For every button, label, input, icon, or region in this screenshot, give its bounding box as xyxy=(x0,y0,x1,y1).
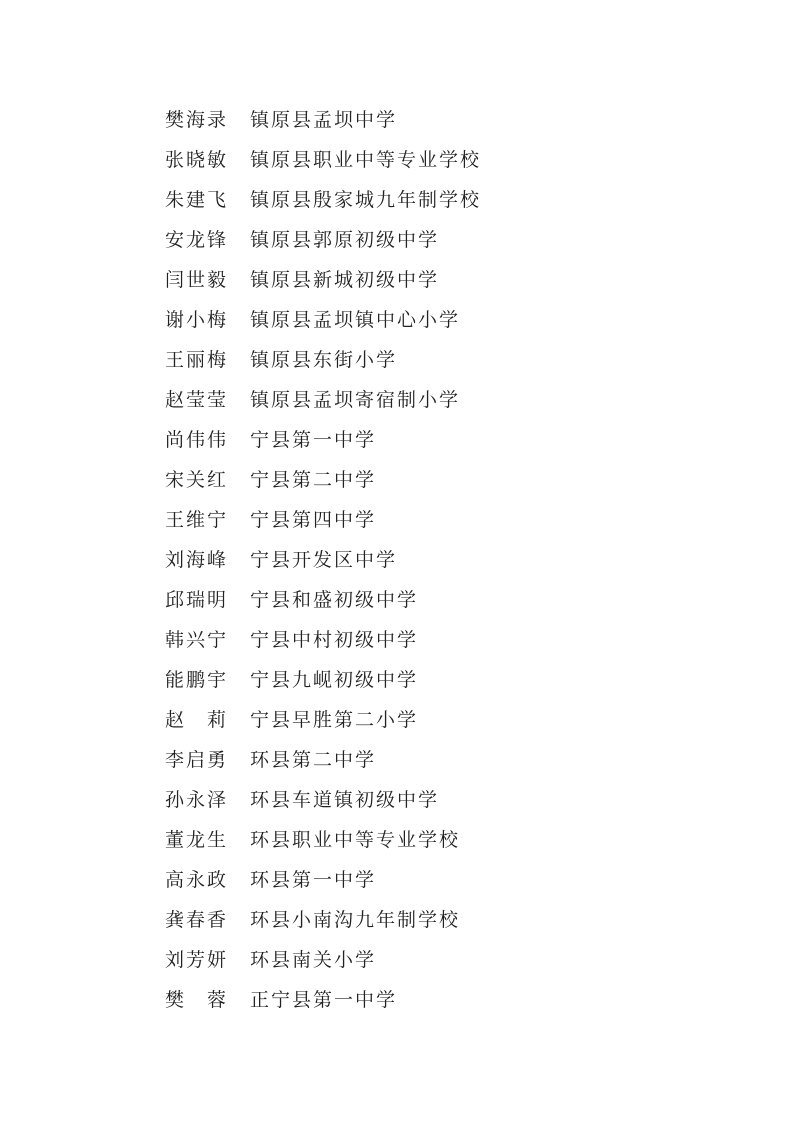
school-name: 宁县开发区中学 xyxy=(250,549,398,571)
list-item xyxy=(165,820,765,860)
list-item xyxy=(165,660,765,700)
person-name: 赵莹莹 xyxy=(165,389,229,411)
list-item xyxy=(165,140,765,180)
school-name: 环县车道镇初级中学 xyxy=(250,789,440,811)
school-name: 环县职业中等专业学校 xyxy=(250,829,461,851)
person-name: 王维宁 xyxy=(165,509,229,531)
person-name: 朱建飞 xyxy=(165,189,229,211)
school-name: 正宁县第一中学 xyxy=(250,989,398,1011)
person-name: 樊 蓉 xyxy=(165,989,229,1011)
school-name: 宁县第一中学 xyxy=(250,429,377,451)
person-name: 樊海录 xyxy=(165,109,229,131)
list-item xyxy=(165,860,765,900)
school-name: 环县第一中学 xyxy=(250,869,377,891)
person-name: 谢小梅 xyxy=(165,309,229,331)
school-name: 宁县早胜第二小学 xyxy=(250,709,419,731)
list-item xyxy=(165,940,765,980)
list-item xyxy=(165,900,765,940)
list-item xyxy=(165,620,765,660)
school-name: 镇原县殷家城九年制学校 xyxy=(250,189,482,211)
list-item xyxy=(165,460,765,500)
person-name: 尚伟伟 xyxy=(165,429,229,451)
person-name: 刘海峰 xyxy=(165,549,229,571)
school-name: 环县第二中学 xyxy=(250,749,377,771)
person-name: 能鹏宇 xyxy=(165,669,229,691)
school-name: 镇原县孟坝镇中心小学 xyxy=(250,309,461,331)
person-name: 刘芳妍 xyxy=(165,949,229,971)
school-name: 镇原县职业中等专业学校 xyxy=(250,149,482,171)
person-name: 李启勇 xyxy=(165,749,229,771)
school-name: 镇原县新城初级中学 xyxy=(250,269,440,291)
person-name: 赵 莉 xyxy=(165,709,229,731)
list-item xyxy=(165,700,765,740)
list-item xyxy=(165,540,765,580)
list-item xyxy=(165,420,765,460)
list-item xyxy=(165,740,765,780)
person-name: 龚春香 xyxy=(165,909,229,931)
school-name: 环县南关小学 xyxy=(250,949,377,971)
list-item xyxy=(165,980,765,1020)
person-name: 王丽梅 xyxy=(165,349,229,371)
person-name: 孙永泽 xyxy=(165,789,229,811)
school-name: 宁县第四中学 xyxy=(250,509,377,531)
person-name: 邱瑞明 xyxy=(165,589,229,611)
list-item xyxy=(165,180,765,220)
person-name: 董龙生 xyxy=(165,829,229,851)
person-name: 韩兴宁 xyxy=(165,629,229,651)
list-item xyxy=(165,220,765,260)
person-name: 张晓敏 xyxy=(165,149,229,171)
school-name: 宁县九岘初级中学 xyxy=(250,669,419,691)
list-item xyxy=(165,580,765,620)
school-name: 宁县第二中学 xyxy=(250,469,377,491)
school-name: 镇原县郭原初级中学 xyxy=(250,229,440,251)
list-item xyxy=(165,340,765,380)
person-name: 闫世毅 xyxy=(165,269,229,291)
school-name: 环县小南沟九年制学校 xyxy=(250,909,461,931)
person-name: 安龙锋 xyxy=(165,229,229,251)
person-name: 高永政 xyxy=(165,869,229,891)
school-name: 镇原县孟坝寄宿制小学 xyxy=(250,389,461,411)
school-name: 宁县中村初级中学 xyxy=(250,629,419,651)
list-item xyxy=(165,300,765,340)
list-item xyxy=(165,100,765,140)
name-school-list xyxy=(165,100,765,1020)
list-item xyxy=(165,260,765,300)
list-item xyxy=(165,780,765,820)
list-item xyxy=(165,380,765,420)
person-name: 宋关红 xyxy=(165,469,229,491)
school-name: 镇原县东街小学 xyxy=(250,349,398,371)
school-name: 镇原县孟坝中学 xyxy=(250,109,398,131)
list-item xyxy=(165,500,765,540)
school-name: 宁县和盛初级中学 xyxy=(250,589,419,611)
